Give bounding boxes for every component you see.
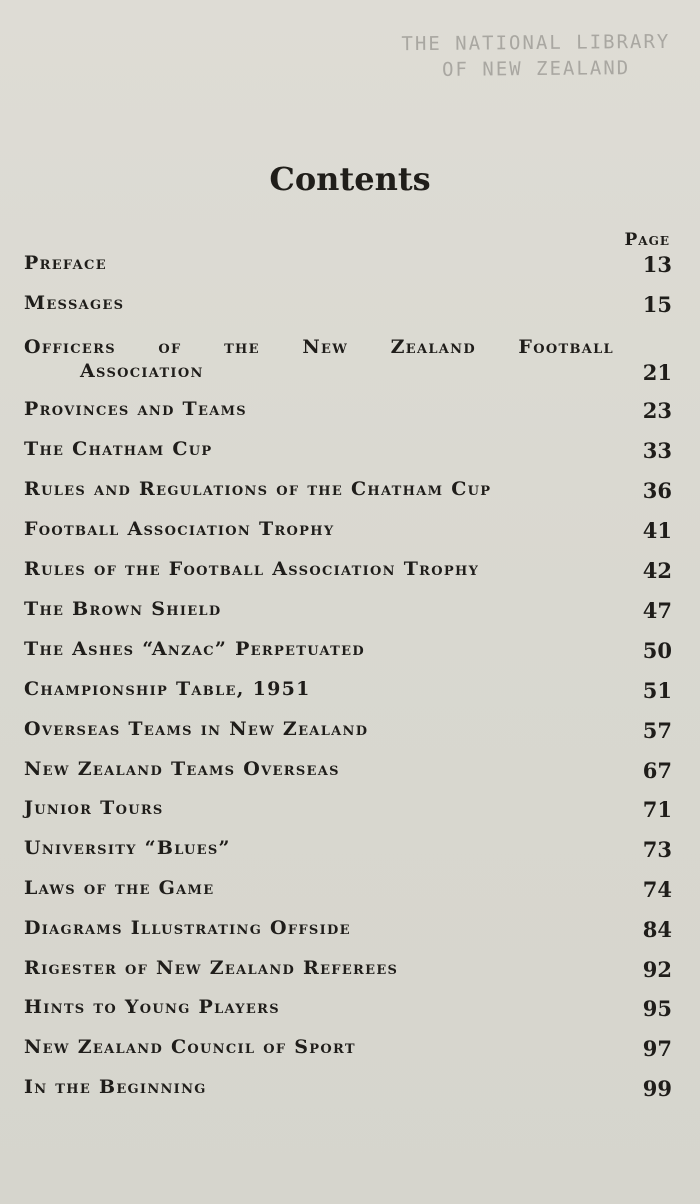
toc-entry-page: 15 — [642, 292, 672, 317]
toc-entry-page: 95 — [642, 996, 672, 1021]
toc-entry-page: 41 — [642, 518, 672, 543]
toc-entry-page: 84 — [642, 917, 672, 942]
toc-entry-page: 23 — [642, 398, 672, 423]
toc-entry-page: 71 — [642, 797, 672, 822]
toc-entry-page: 97 — [642, 1036, 672, 1061]
toc-entry-page: 67 — [642, 758, 672, 783]
page-column-heading: Page — [624, 230, 670, 250]
toc-entry-label: Preface — [24, 252, 107, 274]
toc-entry-label: New Zealand Council of Sport — [24, 1036, 356, 1058]
toc-entry — [24, 334, 672, 388]
toc-entry-label: The Ashes “Anzac” Perpetuated — [24, 638, 365, 660]
toc-entry-label: Messages — [24, 292, 125, 314]
toc-entry-page: 42 — [642, 558, 672, 583]
toc-entry-page: 47 — [642, 598, 672, 623]
toc-entry-page: 74 — [642, 877, 672, 902]
toc-entry-page: 99 — [642, 1076, 672, 1101]
toc-entry-page: 36 — [642, 478, 672, 503]
toc-entry-label: In the Beginning — [24, 1076, 207, 1098]
stamp-line-2: OF NEW ZEALAND — [441, 57, 631, 81]
toc-entry-label: The Brown Shield — [24, 598, 222, 620]
toc-entry-label: New Zealand Teams Overseas — [24, 758, 340, 780]
toc-entry-page: 21 — [642, 360, 672, 385]
toc-entry-label: Diagrams Illustrating Offside — [24, 917, 351, 939]
toc-entry-label-continued: Association — [80, 360, 204, 382]
toc-entry-label: University “Blues” — [24, 837, 231, 859]
toc-entry-page: 50 — [642, 638, 672, 663]
page-title: Contents — [269, 160, 431, 198]
toc-entry-label: Rigester of New Zealand Referees — [24, 957, 399, 979]
toc-entry-label: Hints to Young Players — [24, 996, 280, 1018]
toc-entry-label: The Chatham Cup — [24, 438, 213, 460]
toc-entry-page: 51 — [642, 678, 672, 703]
toc-entry-label: Championship Table, 1951 — [24, 678, 311, 700]
toc-entry-label: Rules of the Football Association Trophy — [24, 558, 480, 580]
stamp-line-1: THE NATIONAL LIBRARY — [401, 30, 671, 56]
toc-entry-label: Officers of the New Zealand Football — [24, 336, 614, 358]
toc-entry-label: Football Association Trophy — [24, 518, 335, 540]
toc-entry-page: 57 — [642, 718, 672, 743]
toc-entry-page: 33 — [642, 438, 672, 463]
toc-entry-label: Overseas Teams in New Zealand — [24, 718, 369, 740]
toc-entry-label: Provinces and Teams — [24, 398, 247, 420]
toc-entry-page: 92 — [642, 957, 672, 982]
toc-entry-label: Laws of the Game — [24, 877, 215, 899]
toc-entry-page: 73 — [642, 837, 672, 862]
library-stamp — [386, 29, 686, 84]
toc-entry-label: Rules and Regulations of the Chatham Cup — [24, 478, 492, 500]
toc-entry-page: 13 — [642, 252, 672, 277]
toc-entry-label: Junior Tours — [24, 797, 164, 819]
